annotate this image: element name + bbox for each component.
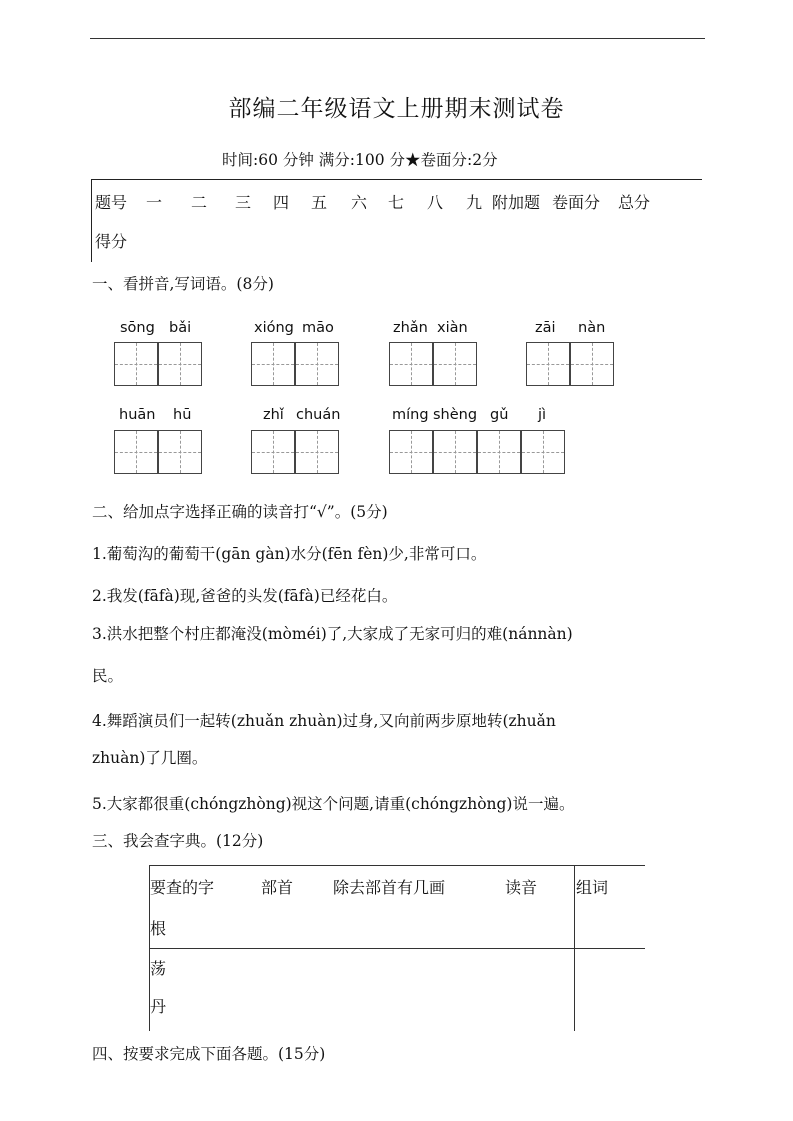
exam-info: 时间:60 分钟 满分:100 分★卷面分:2分 bbox=[222, 151, 498, 169]
section4-heading: 四、按要求完成下面各题。(15分) bbox=[92, 1045, 326, 1063]
question-line: 2.我发(fāfà)现,爸爸的头发(fāfà)已经花白。 bbox=[92, 587, 398, 605]
score-col: 八 bbox=[427, 193, 444, 212]
table-header: 除去部首有几画 bbox=[333, 878, 446, 897]
writing-box[interactable] bbox=[114, 342, 158, 386]
writing-box[interactable] bbox=[526, 342, 570, 386]
pinyin: míng bbox=[392, 407, 429, 423]
table-rule bbox=[149, 865, 645, 866]
score-col: 三 bbox=[235, 193, 252, 212]
table-header: 读音 bbox=[505, 878, 538, 897]
pinyin: gǔ bbox=[490, 407, 509, 423]
writing-box[interactable] bbox=[114, 430, 158, 474]
writing-box[interactable] bbox=[158, 342, 202, 386]
score-row-label: 得分 bbox=[95, 232, 128, 251]
score-col: 五 bbox=[311, 193, 328, 212]
writing-box[interactable] bbox=[477, 430, 521, 474]
question-line: zhuàn)了几圈。 bbox=[92, 749, 208, 767]
pinyin: shèng bbox=[433, 407, 478, 423]
page-title: 部编二年级语文上册期末测试卷 bbox=[228, 96, 565, 122]
writing-box[interactable] bbox=[521, 430, 565, 474]
pinyin: hū bbox=[173, 407, 192, 423]
header-rule bbox=[90, 38, 705, 39]
pinyin: xiàn bbox=[437, 320, 468, 336]
pinyin: zhǐ bbox=[263, 407, 284, 423]
table-char: 丹 bbox=[150, 997, 167, 1016]
question-line: 3.洪水把整个村庄都淹没(mòméi)了,大家成了无家可归的难(nánnàn) bbox=[92, 625, 573, 643]
score-row-label: 题号 bbox=[95, 193, 128, 212]
table-char: 荡 bbox=[150, 959, 167, 978]
question-line: 民。 bbox=[92, 667, 124, 685]
table-char: 根 bbox=[150, 919, 167, 938]
section2-heading: 二、给加点字选择正确的读音打“√”。(5分) bbox=[92, 503, 388, 521]
pinyin: xióng bbox=[254, 320, 294, 336]
pinyin: jì bbox=[538, 407, 547, 423]
score-col: 四 bbox=[273, 193, 290, 212]
table-rule bbox=[149, 948, 645, 949]
score-col: 七 bbox=[388, 193, 405, 212]
table-header: 部首 bbox=[261, 878, 294, 897]
score-col: 二 bbox=[191, 193, 208, 212]
pinyin: chuán bbox=[296, 407, 341, 423]
dictionary-table bbox=[149, 865, 645, 1031]
score-col: 六 bbox=[351, 193, 368, 212]
writing-box[interactable] bbox=[389, 342, 433, 386]
writing-box[interactable] bbox=[295, 342, 339, 386]
question-line: 4.舞蹈演员们一起转(zhuǎn zhuàn)过身,又向前两步原地转(zhuǎn bbox=[92, 712, 556, 730]
pinyin: sōng bbox=[120, 320, 155, 336]
question-line: 1.葡萄沟的葡萄干(gān gàn)水分(fēn fèn)少,非常可口。 bbox=[92, 545, 487, 563]
writing-box[interactable] bbox=[295, 430, 339, 474]
table-header: 组词 bbox=[576, 878, 609, 897]
table-rule bbox=[574, 865, 575, 1031]
section1-heading: 一、看拼音,写词语。(8分) bbox=[92, 275, 274, 293]
score-col: 卷面分 bbox=[552, 193, 601, 212]
score-table bbox=[91, 179, 702, 262]
writing-box[interactable] bbox=[389, 430, 433, 474]
question-line: 5.大家都很重(chóngzhòng)视这个问题,请重(chóngzhòng)说一遍。 bbox=[92, 795, 575, 813]
pinyin: huān bbox=[119, 407, 156, 423]
writing-box[interactable] bbox=[251, 342, 295, 386]
score-col: 九 bbox=[466, 193, 483, 212]
writing-box[interactable] bbox=[251, 430, 295, 474]
writing-box[interactable] bbox=[433, 430, 477, 474]
table-header: 要查的字 bbox=[150, 878, 215, 897]
pinyin: nàn bbox=[578, 320, 606, 336]
writing-box[interactable] bbox=[433, 342, 477, 386]
score-col: 一 bbox=[146, 193, 163, 212]
score-col: 总分 bbox=[618, 193, 651, 212]
writing-box[interactable] bbox=[570, 342, 614, 386]
pinyin: māo bbox=[302, 320, 334, 336]
pinyin: zhǎn bbox=[393, 320, 428, 336]
score-col: 附加题 bbox=[492, 193, 541, 212]
pinyin: zāi bbox=[535, 320, 556, 336]
pinyin: bǎi bbox=[169, 320, 192, 336]
section3-heading: 三、我会查字典。(12分) bbox=[92, 832, 264, 850]
writing-box[interactable] bbox=[158, 430, 202, 474]
